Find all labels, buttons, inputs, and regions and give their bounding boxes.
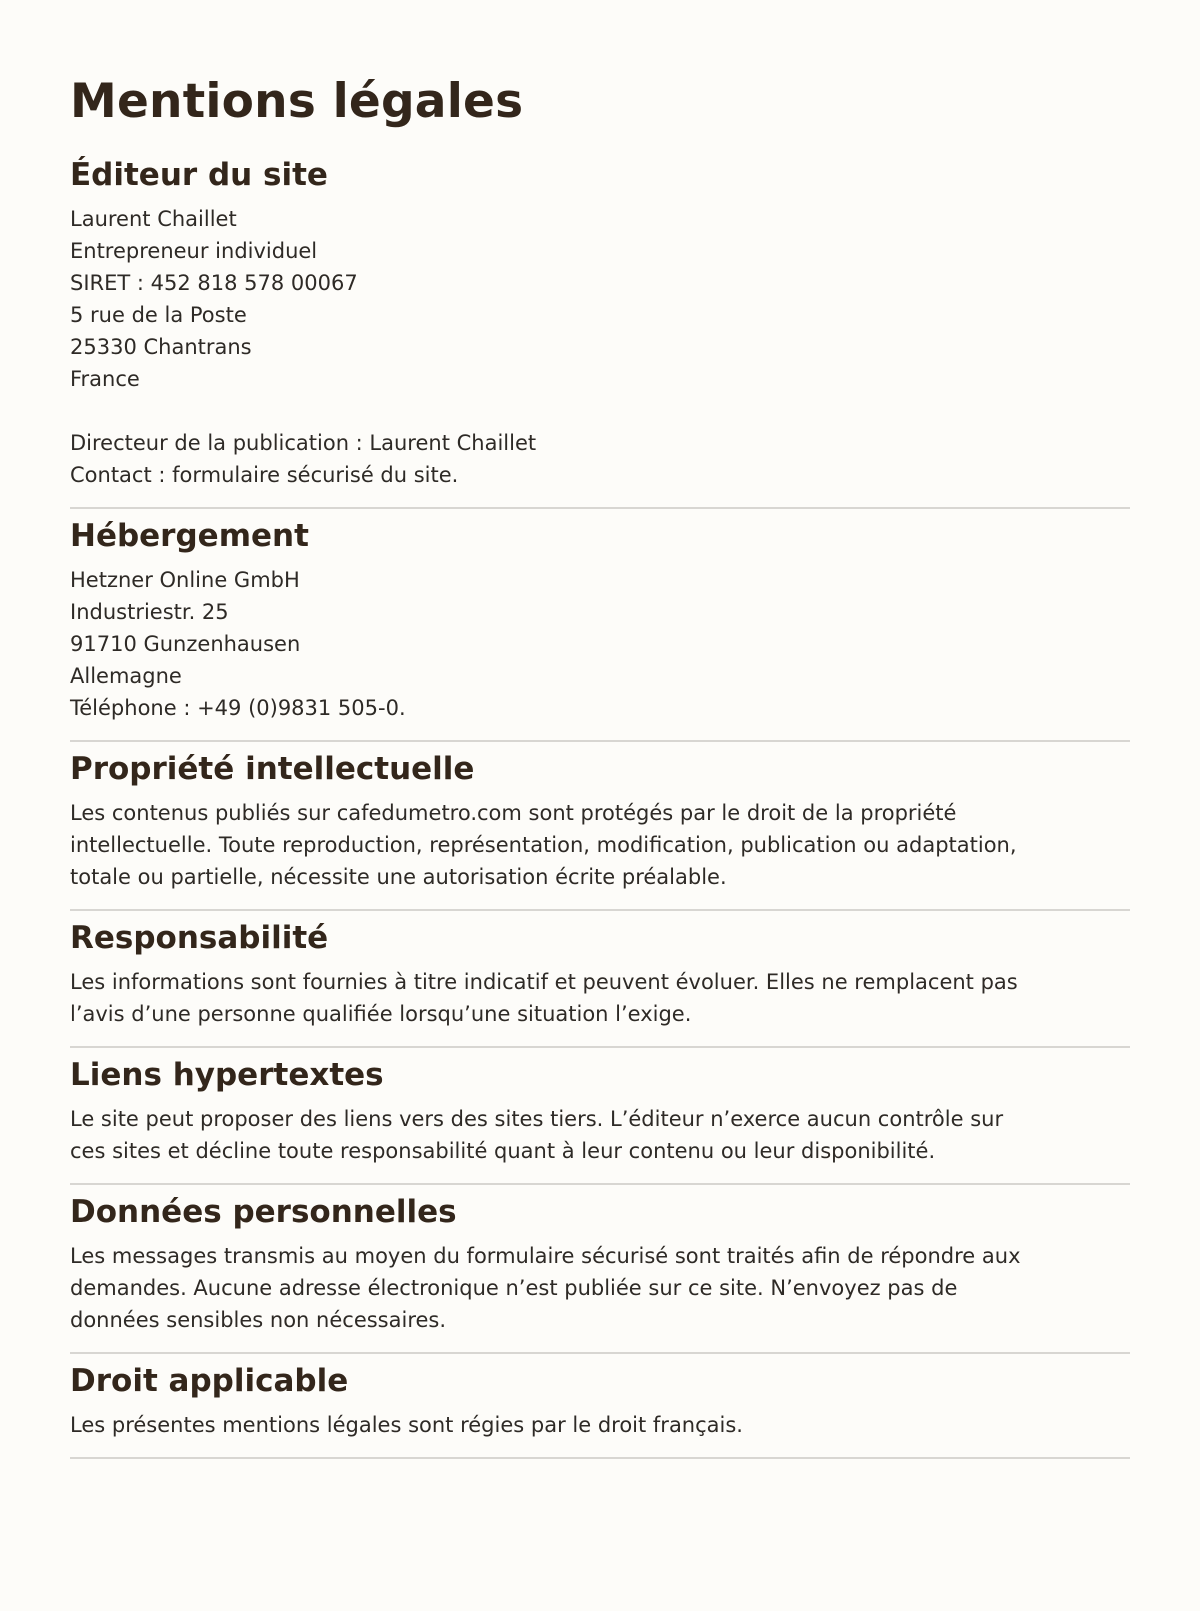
section-liens [70, 1048, 1130, 1185]
editeur-country: France [70, 367, 140, 391]
page-title: Mentions légales [70, 74, 524, 129]
editeur-street: 5 rue de la Poste [70, 303, 247, 327]
line-spacer [70, 395, 1130, 427]
section-donnees [70, 1185, 1130, 1354]
host-city: 91710 Gunzenhausen [70, 632, 301, 656]
section-heading-liens: Liens hypertextes [70, 1057, 384, 1093]
host-country: Allemagne [70, 664, 182, 688]
editeur-name: Laurent Chaillet [70, 207, 237, 231]
section-hebergement [70, 509, 1130, 742]
propriete-text: Les contenus publiés sur cafedumetro.com sont protégés par le droit de la propriété intellectuelle. Toute reproduction, représentation, modification, publication ou adaptation, totale ou partielle, nécessite une autorisation écrite préalable. [70, 801, 1017, 889]
section-propriete [70, 742, 1130, 911]
section-responsabilite [70, 911, 1130, 1048]
editeur-contact: Contact : formulaire sécurisé du site. [70, 463, 459, 487]
section-heading-donnees: Données personnelles [70, 1194, 457, 1230]
section-droit [70, 1354, 1130, 1459]
donnees-text: Les messages transmis au moyen du formulaire sécurisé sont traités afin de répondre aux demandes. Aucune adresse électronique n’est publiée sur ce site. N’envoyez pas de données sensibles non nécessaires. [70, 1244, 1021, 1332]
editeur-city: 25330 Chantrans [70, 335, 252, 359]
editeur-details [70, 203, 1130, 491]
droit-text: Les présentes mentions légales sont régies par le droit français. [70, 1413, 743, 1437]
host-phone: Téléphone : +49 (0)9831 505-0. [70, 696, 406, 720]
liens-text: Le site peut proposer des liens vers des sites tiers. L’éditeur n’exerce aucun contrôle sur ces sites et décline toute responsabilité quant à leur contenu ou leur disponibilité. [70, 1107, 1004, 1163]
section-heading-droit: Droit applicable [70, 1363, 349, 1399]
host-street: Industriestr. 25 [70, 600, 229, 624]
hebergement-details [70, 564, 1130, 724]
responsabilite-text: Les informations sont fournies à titre indicatif et peuvent évoluer. Elles ne remplacent pas l’avis d’une personne qualifiée lorsqu’une situation l’exige. [70, 970, 1018, 1026]
editeur-status: Entrepreneur individuel [70, 239, 318, 263]
section-heading-propriete: Propriété intellectuelle [70, 751, 475, 787]
section-editeur [70, 156, 1130, 509]
host-company: Hetzner Online GmbH [70, 568, 300, 592]
section-heading-editeur: Éditeur du site [70, 157, 328, 193]
editeur-director: Directeur de la publication : Laurent Chaillet [70, 431, 537, 455]
editeur-siret: SIRET : 452 818 578 00067 [70, 271, 358, 295]
section-heading-hebergement: Hébergement [70, 518, 309, 554]
section-heading-responsabilite: Responsabilité [70, 920, 329, 956]
